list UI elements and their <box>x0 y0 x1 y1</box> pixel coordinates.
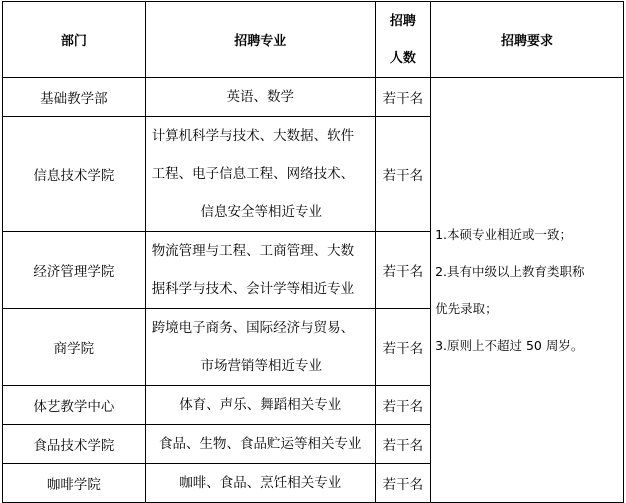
major-cell <box>145 78 375 117</box>
major-line: 英语、数学 <box>226 89 294 105</box>
dept-cell: 咖啡学院 <box>3 464 146 503</box>
dept-cell: 体艺教学中心 <box>3 386 146 425</box>
count-cell: 若干名 <box>375 232 430 309</box>
major-line: 跨境电子商务、国际经济与贸易、 <box>151 320 355 336</box>
header-count-line1: 招聘 <box>389 13 416 29</box>
major-line: 工程、电子信息工程、网络技术、 <box>151 166 355 182</box>
count-cell: 若干名 <box>375 464 430 503</box>
major-cell <box>145 386 375 425</box>
major-line: 体育、声乐、舞蹈相关专业 <box>179 397 342 413</box>
count-cell: 若干名 <box>375 117 430 232</box>
requirements-cell <box>431 78 624 503</box>
major-line: 市场营销等相近专业 <box>200 358 322 374</box>
major-cell <box>145 117 375 232</box>
dept-cell: 食品技术学院 <box>3 425 146 464</box>
header-dept: 部门 <box>3 2 146 78</box>
requirement-line: 优先录取； <box>435 301 498 316</box>
dept-cell: 商学院 <box>3 309 146 386</box>
major-line: 计算机科学与技术、大数据、软件 <box>151 128 355 144</box>
table-row <box>3 78 624 117</box>
major-line: 食品、生物、食品贮运等相关专业 <box>158 436 362 452</box>
count-cell: 若干名 <box>375 425 430 464</box>
dept-cell: 信息技术学院 <box>3 117 146 232</box>
major-cell <box>145 425 375 464</box>
major-line: 据科学与技术、会计学等相近专业 <box>151 281 355 297</box>
dept-cell: 经济管理学院 <box>3 232 146 309</box>
count-cell: 若干名 <box>375 78 430 117</box>
dept-cell: 基础教学部 <box>3 78 146 117</box>
major-line: 物流管理与工程、工商管理、大数 <box>151 243 355 259</box>
count-cell: 若干名 <box>375 309 430 386</box>
header-requirements: 招聘要求 <box>431 2 624 78</box>
requirement-line: 2.具有中级以上教育类职称 <box>435 264 585 279</box>
header-count <box>375 2 430 78</box>
header-count-line2: 人数 <box>389 50 416 66</box>
requirement-line: 3.原则上不超过 50 周岁。 <box>435 338 584 353</box>
major-cell <box>145 464 375 503</box>
major-line: 信息安全等相近专业 <box>200 204 322 220</box>
count-cell: 若干名 <box>375 386 430 425</box>
major-cell <box>145 232 375 309</box>
recruitment-table <box>2 1 624 503</box>
major-line: 咖啡、食品、烹饪相关专业 <box>179 475 342 491</box>
header-major: 招聘专业 <box>145 2 375 78</box>
header-row <box>3 2 624 78</box>
requirement-line: 1.本硕专业相近或一致； <box>435 227 572 242</box>
major-cell <box>145 309 375 386</box>
